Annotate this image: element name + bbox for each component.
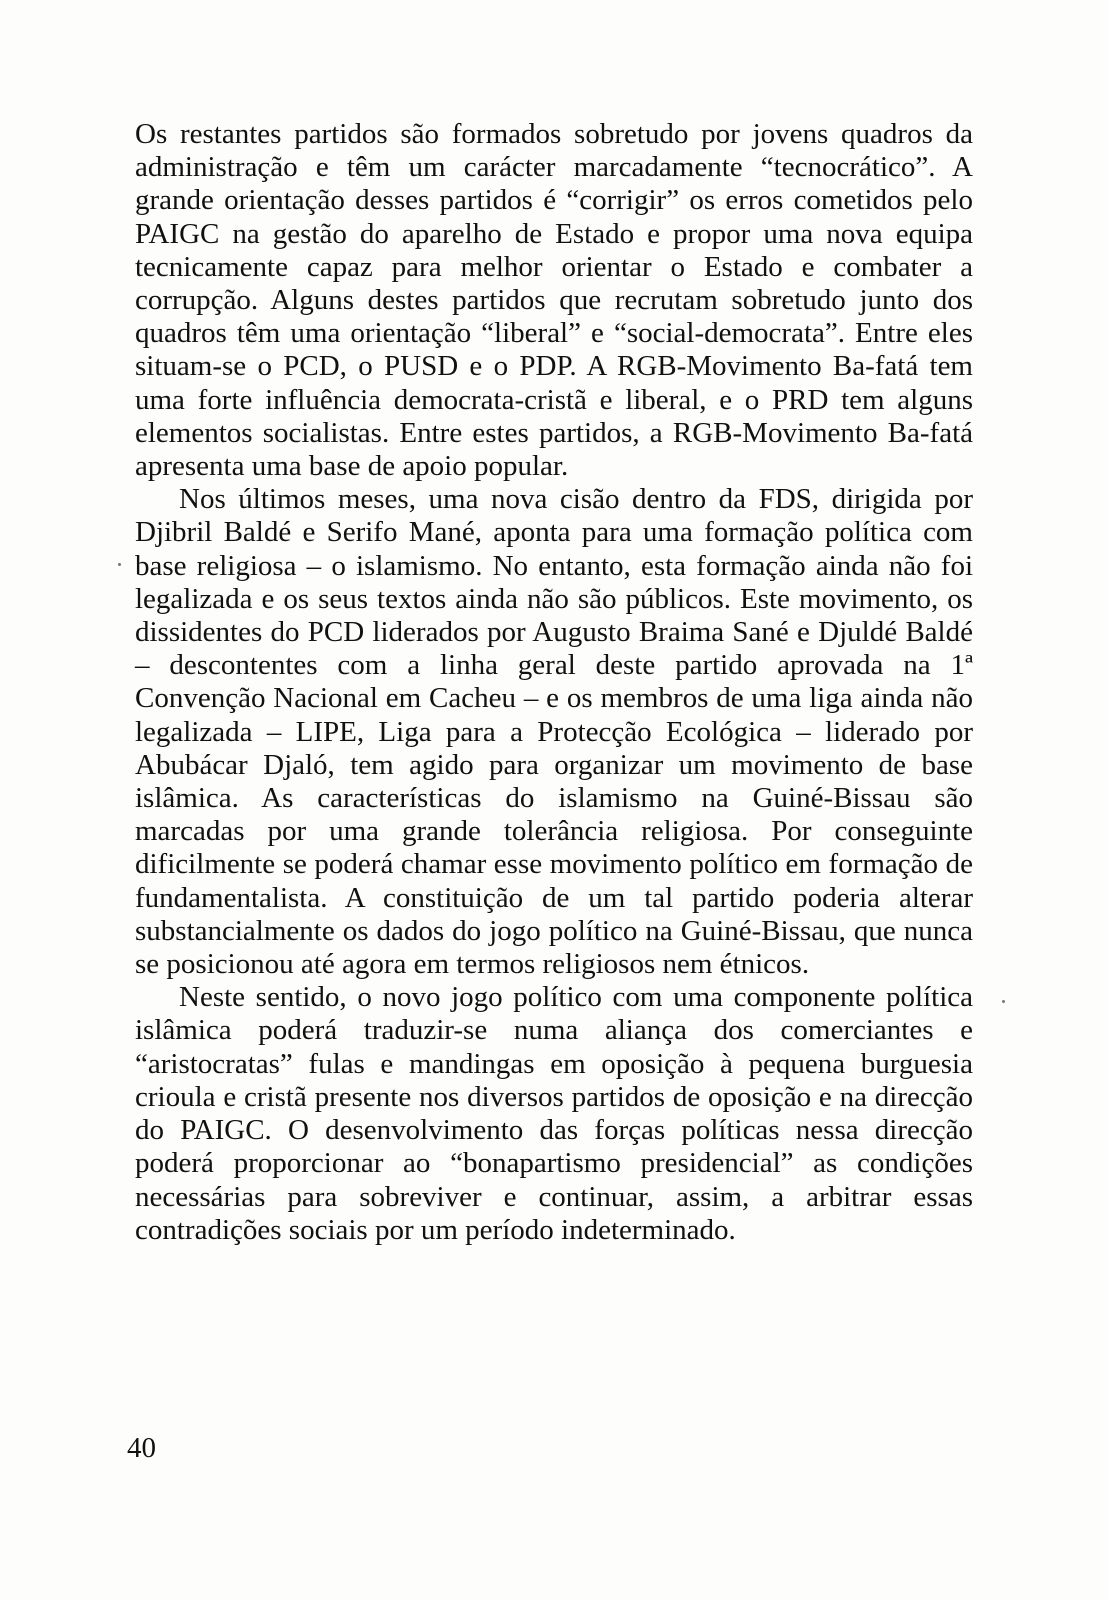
paragraph-3: Neste sentido, o novo jogo político com uma componente política islâmica poderá traduzir-se numa aliança dos comerciantes e “aristocratas” fulas e mandingas em oposição à pequena burguesia crioula e cristã presente nos diversos partidos de oposição e na direcção do PAIGC. O desenvolvimento das forças políticas nessa direcção poderá proporcionar ao “bonapartismo presidencial” as condições necessárias para sobreviver e continuar, assim, a arbitrar essas contradições sociais por um período indeterminado.	[135, 981, 973, 1246]
paragraph-2: Nos últimos meses, uma nova cisão dentro da FDS, dirigida por Djibril Baldé e Serifo Mané, aponta para uma formação política com base religiosa – o islamismo. No entanto, esta formação ainda não foi legalizada e os seus textos ainda não são públicos. Este movimento, os dissidentes do PCD liderados por Augusto Braima Sané e Djuldé Baldé – descontentes com a linha geral deste partido aprovada na 1ª Convenção Nacional em Cacheu – e os membros de uma liga ainda não legalizada – LIPE, Liga para a Protecção Ecológica – liderado por Abubácar Djaló, tem agido para organizar um movimento de base islâmica. As características do islamismo na Guiné-Bissau são marcadas por uma grande tolerância religiosa. Por conseguinte dificilmente se poderá chamar esse movimento político em formação de fundamentalista. A constituição de um tal partido poderia alterar substancialmente os dados do jogo político na Guiné-Bissau, que nunca se posicionou até agora em termos religiosos nem étnicos.	[135, 483, 973, 981]
page-number: 40	[127, 1432, 156, 1464]
scan-speck	[1002, 1000, 1005, 1003]
paragraph-1: Os restantes partidos são formados sobretudo por jovens quadros da administração e têm um carácter marcadamente “tecnocrático”. A grande orientação desses partidos é “corrigir” os erros cometidos pelo PAIGC na gestão do aparelho de Estado e propor uma nova equipa tecnicamente capaz para melhor orientar o Estado e combater a corrupção. Alguns destes partidos que recrutam sobretudo junto dos quadros têm uma orientação “liberal” e “social-democrata”. Entre eles situam-se o PCD, o PUSD e o PDP. A RGB-Movimento Ba-fatá tem uma forte influência democrata-cristã e liberal, e o PRD tem alguns elementos socialistas. Entre estes partidos, a RGB-Movimento Ba-fatá apresenta uma base de apoio popular.	[135, 118, 973, 483]
body-text	[135, 118, 973, 1247]
scan-speck	[118, 563, 121, 566]
